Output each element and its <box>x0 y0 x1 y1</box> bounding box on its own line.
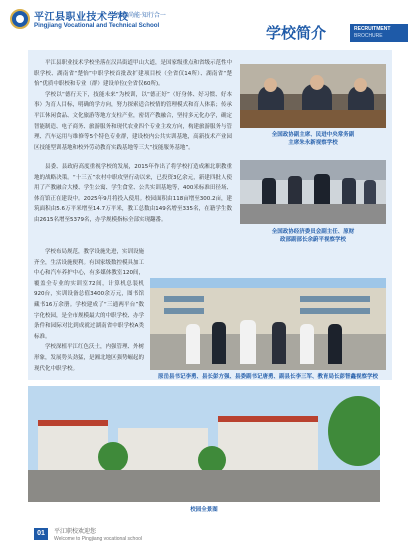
photo-leaders-inspection <box>150 278 386 370</box>
photo-meeting <box>240 64 386 128</box>
caption-photo-2-line2: 政部副部长余蔚平视察学校 <box>279 237 346 243</box>
intro-text-block-1 <box>34 58 232 153</box>
caption-photo-3: 原岳县书记李勇、县长彭方强、县委副书记唐勇、副县长李三军、教育局长彭智鑫视察学校 <box>157 374 378 380</box>
intro-paragraph-1: 平江县职业技术学校坐落在汉昌街道甲山大道，是国家级重点和省级示范性中职学校、湖南省“楚怡”中职学校首批改扩建项目校（全省仅14所）、湖南省“楚怡”优质中职校和专业（群）建设单位(全省仅60所)。 <box>34 60 233 88</box>
school-name-cn: 平江县职业技术学校 <box>34 12 129 23</box>
school-motto: 厚德尚能·知行合一 <box>116 12 166 19</box>
intro-text-block-3 <box>34 247 144 374</box>
intro-paragraph-4: 学校布局规范，教学设施先进，实训设施齐全，生活设施便利。有国家级数控模具加工中心和汽车养护中心，有多媒体教室120间，覆盖全专业的实训室72间，计算机总装机920台，实训设备总值3400余万元，图书馆藏书16万余册。学校建成了“三通两平台”数字化校园，是全市规模最大的中职学校、办学条件和园际对比到成就过湖南省中职学校A类标准。 <box>34 249 145 340</box>
caption-photo-1 <box>240 131 386 147</box>
photo-visit <box>240 160 386 224</box>
footer-slogan-en: Welcome to Pingjiang vocational school <box>54 536 143 542</box>
caption-photo-1-line2: 主席朱永新视察学校 <box>288 140 338 146</box>
section-title-bar <box>250 20 408 46</box>
section-title: 学校简介 <box>266 24 327 42</box>
footer-slogan-cn: 平江职校欢迎您 <box>54 528 97 535</box>
page-number: 01 <box>34 528 48 540</box>
intro-text-block-2 <box>34 162 232 226</box>
school-logo-icon <box>10 9 30 29</box>
intro-paragraph-5: 学校深植平江红色沃土，内强管理、外树形象，发展势头劲猛，是湘北地区强势崛起的现代化中职学校。 <box>34 344 145 372</box>
page-header <box>0 0 408 48</box>
intro-paragraph-2: 学校以“德行天下，技能未来”为校训，以“德正好”（好身体、好习惯、好本事）为育人目标，明确的学方向，努力探索适合校情的管理模式和育人体系；传承平江休闲食品、文化旅游等地方支柱产业，密切产教融合，坚持多元化办学，确定智能制造、电子商务、旅游服务和现代农业四个专业主攻方向，构建旅游服务与管理、汽车运用与维修等5个特色专业群，建设校内公共实训基地，高新技术产业园区技能型训基地和校外劳动教育实践基地等三大“技能服务基地”。 <box>34 91 233 151</box>
caption-campus: 校园全景图 <box>190 507 218 513</box>
caption-photo-1-line1: 全国政协副主席、民进中央常务副 <box>271 132 355 138</box>
section-title-en-line2: BROCHURE <box>354 33 383 39</box>
caption-photo-2-line1: 全国政协经济委员会副主任、原财 <box>271 229 355 235</box>
caption-photo-2 <box>240 228 386 244</box>
intro-paragraph-3: 县委、县政府高度重视学校的发展，2015年作出了将学校打造成湘北职教重地的战略决策。“十三五”农村中职攻坚行动以来，已投资3亿余元，新建四批人使用了产教融合大楼、学生公寓、学生食堂、公共实训基地等，400米标准田径场、体育馆正在建设中。2025年9月将投入使用。校园面积由118亩增至300.2亩，建筑面积由5.6万平米增至14.7万平米，教工总数由149名增至335名，在籍学生数由2615名增至5379名，办学规模指标全部实现翻番。 <box>34 164 232 223</box>
school-name-en: Pingjiang Vocational and Technical School <box>34 22 160 29</box>
section-title-en <box>350 24 408 42</box>
section-title-en-line1: RECRUITMENT <box>354 26 391 32</box>
photo-campus-panorama <box>28 386 380 502</box>
